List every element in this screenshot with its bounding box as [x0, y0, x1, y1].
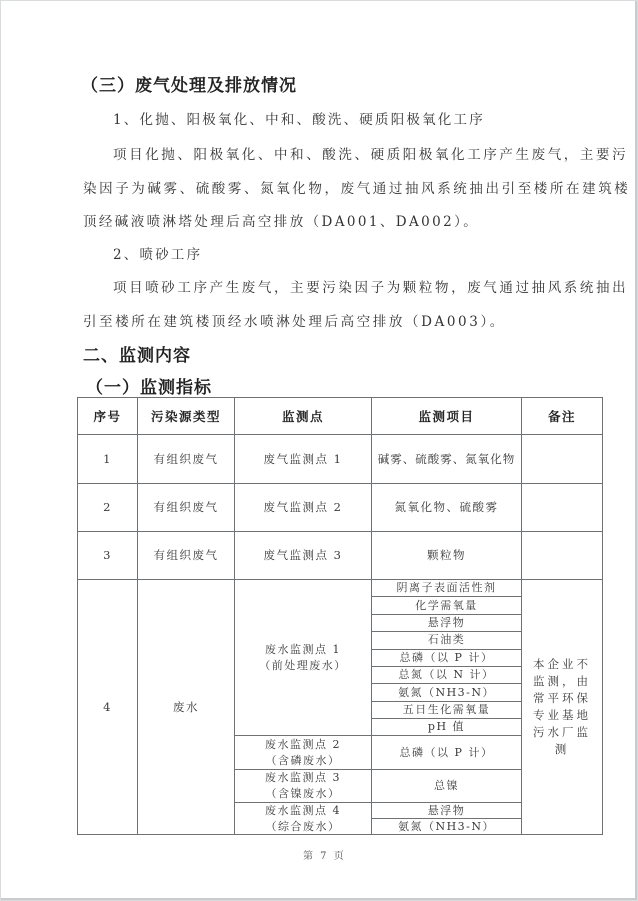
page-number: 第 7 页 [303, 851, 346, 862]
row3-type: 有组织废气 [137, 531, 235, 580]
row2-no: 2 [77, 483, 138, 532]
wastewater-point-1-item: 化学需氧量 [371, 596, 522, 614]
subsection-title-indicators: （一）监测指标 [86, 378, 212, 398]
wastewater-point-2-sub: （含磷废水） [265, 753, 341, 767]
wastewater-point-2-name: 废水监测点 2 [265, 737, 341, 751]
row3-items: 颗粒物 [371, 531, 522, 580]
row2-point: 废气监测点 2 [234, 483, 372, 532]
row3-point: 废气监测点 3 [234, 531, 372, 580]
wastewater-point-1-item: 悬浮物 [371, 614, 522, 632]
wastewater-point-1-name: 废水监测点 1 [265, 642, 341, 656]
row2-note [521, 483, 603, 532]
wastewater-point-4-item: 氨氮（NH3-N） [371, 818, 522, 835]
wastewater-point-1-sub: （前处理废水） [259, 658, 347, 672]
row2-items: 氮氧化物、硫酸雾 [371, 483, 522, 532]
row3-note [521, 531, 603, 580]
item2-para-line1: 项目喷砂工序产生废气，主要污染因子为颗粒物，废气通过抽风系统抽出 [113, 280, 629, 296]
wastewater-point-4-item: 悬浮物 [371, 802, 522, 819]
header-no: 序号 [77, 397, 138, 435]
row4-type: 废水 [137, 579, 235, 835]
monitoring-indicators-table [77, 397, 603, 835]
row1-type: 有组织废气 [137, 434, 235, 484]
item2-para-line2: 引至楼所在建筑楼顶经水喷淋处理后高空排放（DA003）。 [83, 314, 506, 330]
document-page [1, 1, 637, 900]
row1-items: 碱雾、硫酸雾、氮氧化物 [371, 434, 522, 484]
wastewater-point-1-item: 五日生化需氧量 [371, 701, 522, 719]
section-title-waste-gas: （三）废气处理及排放情况 [81, 76, 297, 96]
wastewater-point-1-item: 石油类 [371, 631, 522, 649]
item1-para-line3: 顶经碱液喷淋塔处理后高空排放（DA001、DA002）。 [83, 214, 480, 230]
item1-para-line1: 项目化抛、阳极氧化、中和、酸洗、硬质阳极氧化工序产生废气，主要污 [113, 147, 629, 163]
row4-note: 本企业不监测，由常平环保专业基地污水厂监测 [521, 579, 603, 835]
item1-title: 1、化抛、阳极氧化、中和、酸洗、硬质阳极氧化工序 [113, 112, 485, 128]
header-remarks: 备注 [521, 397, 603, 435]
row1-note [521, 434, 603, 484]
row4-no: 4 [77, 579, 138, 835]
row1-point: 废气监测点 1 [234, 434, 372, 484]
header-monitoring-point: 监测点 [234, 397, 372, 435]
wastewater-point-3 [234, 769, 372, 803]
wastewater-point-2 [234, 735, 372, 770]
row1-no: 1 [77, 434, 138, 484]
header-monitoring-items: 监测项目 [371, 397, 522, 435]
wastewater-point-3-item: 总镍 [371, 769, 522, 803]
wastewater-point-1-item: 总氮（以 N 计） [371, 666, 522, 684]
wastewater-point-1-item: 总磷（以 P 计） [371, 649, 522, 667]
wastewater-point-1-item: pH 值 [371, 718, 522, 736]
wastewater-point-4 [234, 802, 372, 835]
wastewater-point-1-item: 阴离子表面活性剂 [371, 579, 522, 597]
wastewater-point-4-name: 废水监测点 4 [265, 803, 341, 817]
wastewater-point-3-name: 废水监测点 3 [265, 771, 341, 784]
wastewater-point-3-sub: （含镍废水） [265, 787, 341, 800]
header-source-type: 污染源类型 [137, 397, 235, 435]
wastewater-point-1-item: 氨氮（NH3-N） [371, 683, 522, 701]
wastewater-point-1 [234, 579, 372, 736]
row2-type: 有组织废气 [137, 483, 235, 532]
row3-no: 3 [77, 531, 138, 580]
item2-title: 2、喷砂工序 [113, 247, 203, 263]
item1-para-line2: 染因子为碱雾、硫酸雾、氮氧化物，废气通过抽风系统抽出引至楼所在建筑楼 [83, 181, 631, 197]
wastewater-point-4-sub: （综合废水） [265, 819, 341, 833]
chapter-title-monitoring: 二、监测内容 [83, 346, 191, 366]
wastewater-point-2-item: 总磷（以 P 计） [371, 735, 522, 770]
